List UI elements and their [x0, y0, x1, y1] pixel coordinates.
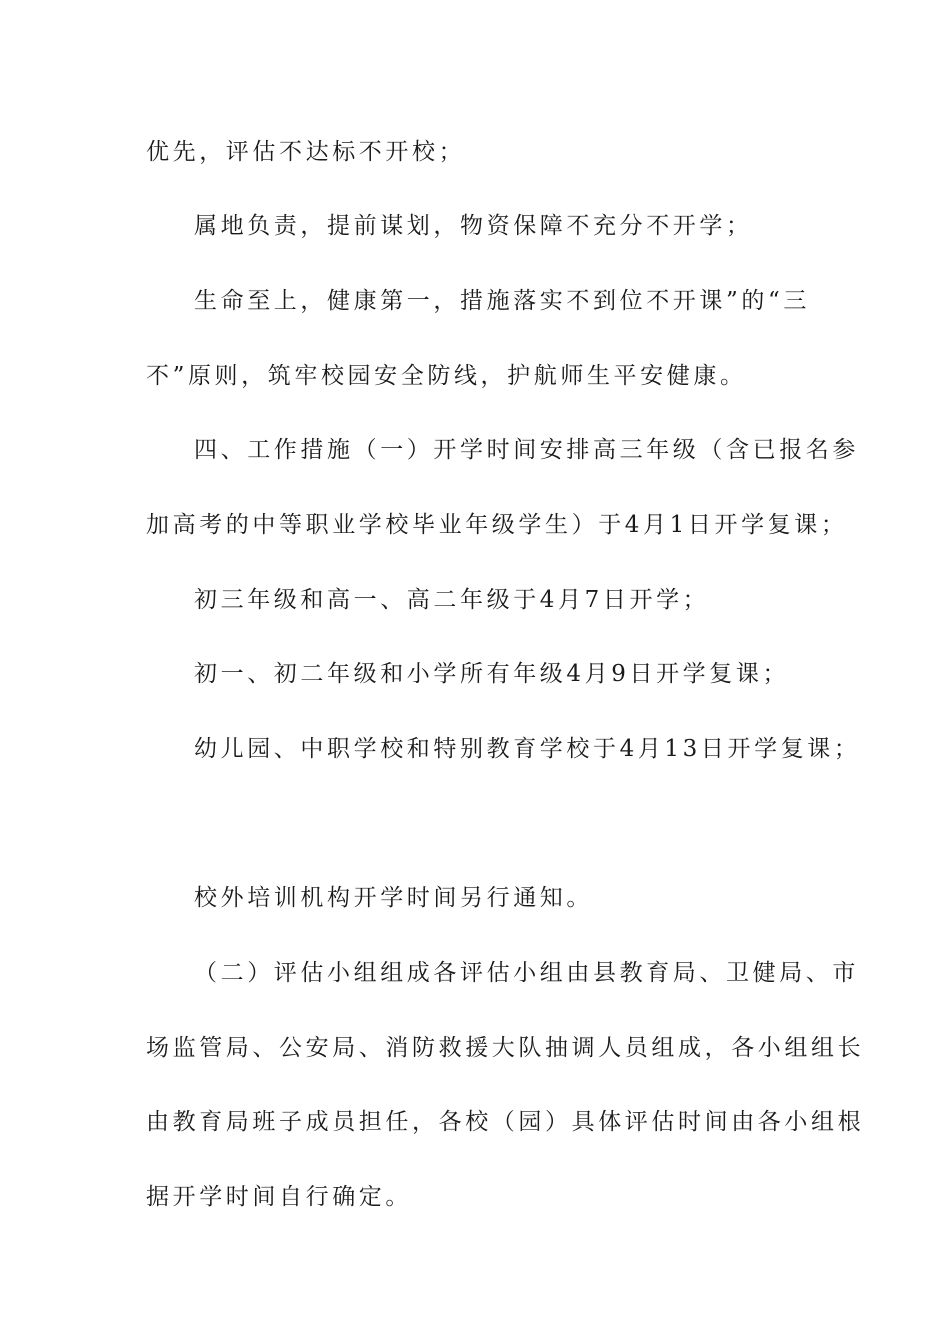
text-line-5: 四、工作措施（一）开学时间安排高三年级（含已报名参	[194, 437, 859, 463]
text-line-12: 场监管局、公安局、消防救援大队抽调人员组成，各小组组长	[146, 1035, 865, 1061]
text-line-7: 初三年级和高一、高二年级于4月7日开学；	[194, 587, 710, 613]
text-line-11: （二）评估小组组成各评估小组由县教育局、卫健局、市	[194, 960, 859, 986]
text-line-4: 不”原则，筑牢校园安全防线，护航师生平安健康。	[146, 363, 747, 389]
text-line-2: 属地负责，提前谋划，物资保障不充分不开学；	[194, 213, 753, 239]
text-line-13: 由教育局班子成员担任，各校（园）具体评估时间由各小组根	[146, 1109, 865, 1135]
text-line-14: 据开学时间自行确定。	[146, 1184, 412, 1210]
text-line-9: 幼儿园、中职学校和特别教育学校于4月13日开学复课；	[194, 736, 861, 762]
text-line-1: 优先，评估不达标不开校；	[146, 139, 466, 165]
text-line-10: 校外培训机构开学时间另行通知。	[194, 885, 593, 911]
text-line-3: 生命至上，健康第一，措施落实不到位不开课”的“三	[194, 288, 810, 314]
text-line-6: 加高考的中等职业学校毕业年级学生）于4月1日开学复课；	[146, 512, 848, 538]
text-line-8: 初一、初二年级和小学所有年级4月9日开学复课；	[194, 661, 790, 687]
